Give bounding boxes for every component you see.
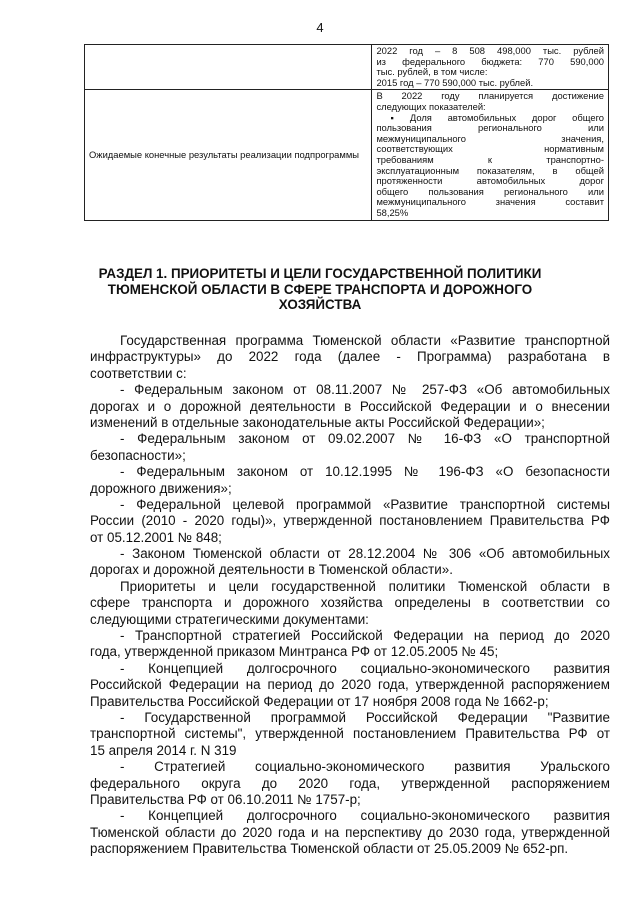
list-item-line: безопасности»; bbox=[90, 447, 186, 463]
list-item-line: - Федеральным законом от 10.12.1995 № 196-ФЗ «О безопасности bbox=[120, 464, 610, 480]
list-item-line: Тюменской области до 2020 года и на перспективу до 2030 года, утвержденной bbox=[90, 824, 610, 840]
table-cell-funding-value bbox=[372, 45, 609, 90]
results-bullet-line: ▪ Доля автомобильных дорог общего bbox=[376, 113, 604, 124]
list-item-line: - Законом Тюменской области от 28.12.2004 № 306 «Об автомобильных bbox=[120, 546, 610, 562]
list-item-line: дорожного движения»; bbox=[90, 480, 232, 496]
results-line: межмуниципального значения составит bbox=[376, 196, 604, 208]
table-row-funding bbox=[85, 45, 609, 90]
program-passport-table bbox=[84, 44, 609, 221]
list-item-line: года, утвержденной приказом Минтранса РФ от 12.05.2005 № 45; bbox=[90, 644, 499, 660]
list-item-line: - Государственной программой Российской Федерации "Развитие bbox=[120, 709, 610, 725]
results-line: пользования регионального или bbox=[376, 122, 604, 134]
results-line: эксплуатационным показателям, в общей bbox=[376, 164, 604, 176]
funding-line: 2022 год – 8 508 498,000 тыс. рублей bbox=[376, 45, 604, 56]
list-item-line: Российской Федерации на период до 2020 года, утвержденной распоряжением bbox=[90, 677, 610, 693]
list-item-line: - Концепцией долгосрочного социально-экономического развития bbox=[120, 660, 610, 676]
paragraph-line: соответствии с: bbox=[90, 365, 187, 381]
results-line: межмуниципального значения, bbox=[376, 132, 604, 144]
list-item-line: федерального округа до 2020 года, утвержденной распоряжением bbox=[90, 775, 610, 791]
list-item-line: - Федеральным законом от 08.11.2007 № 257-ФЗ «Об автомобильных bbox=[120, 382, 610, 398]
list-item-line: - Транспортной стратегией Российской Федерации на период до 2020 bbox=[120, 628, 610, 644]
results-line: протяженности автомобильных дорог bbox=[376, 175, 604, 187]
paragraph-line: Приоритеты и цели государственной политики Тюменской области в bbox=[120, 578, 610, 594]
list-item-line: дорогах и о дорожной деятельности в Российской Федерации и о внесении bbox=[90, 398, 610, 414]
table-cell-results-value bbox=[372, 90, 609, 220]
list-item-line: России (2010 - 2020 годы)», утвержденной постановлением Правительства РФ bbox=[90, 513, 610, 529]
results-line: соответствующих нормативным bbox=[376, 143, 604, 155]
list-item-line: дорогах и дорожной деятельности в Тюменской области». bbox=[90, 562, 453, 578]
results-line: общего пользования регионального или bbox=[376, 185, 604, 197]
body-text bbox=[90, 333, 610, 858]
list-item-line: - Стратегией социально-экономического развития Уральского bbox=[120, 759, 610, 775]
paragraph-line: Государственная программа Тюменской области «Развитие транспортной bbox=[120, 333, 610, 348]
results-line: требованиям к транспортно- bbox=[376, 153, 604, 165]
list-item-line: - Федеральным законом от 09.02.2007 № 16-ФЗ «О транспортной bbox=[120, 431, 610, 447]
table-cell-results-label: Ожидаемые конечные результаты реализации подпрограммы bbox=[85, 90, 372, 220]
funding-line: из федерального бюджета: 770 590,000 bbox=[376, 55, 604, 67]
results-line: следующих показателей: bbox=[376, 100, 486, 112]
list-item-line: Правительства РФ от 06.10.2011 № 1757-р; bbox=[90, 791, 361, 807]
table-cell-empty-label bbox=[85, 45, 372, 90]
list-item-line: - Концепцией долгосрочного социально-экономического развития bbox=[120, 808, 610, 824]
list-item-line: изменений в отдельные законодательные акты Российской Федерации»; bbox=[90, 414, 545, 430]
funding-line: тыс. рублей, в том числе: bbox=[376, 66, 488, 78]
paragraph-line: сфере транспорта и дорожного хозяйства определены в соответствии со bbox=[90, 595, 610, 611]
list-item-line: от 05.12.2001 № 848; bbox=[90, 529, 222, 545]
paragraph-line: следующими стратегическими документами: bbox=[90, 611, 369, 627]
list-item-line: Правительства Российской Федерации от 17 ноября 2008 года № 1662-р; bbox=[90, 693, 549, 709]
results-line: В 2022 году планируется достижение bbox=[376, 90, 604, 102]
results-line: 58,25% bbox=[376, 206, 409, 218]
list-item-line: распоряжением Правительства Тюменской области от 25.05.2009 № 652-рп. bbox=[90, 841, 569, 857]
list-item-line: - Федеральной целевой программой «Развитие транспортной системы bbox=[120, 496, 610, 512]
funding-line: 2015 год – 770 590,000 тыс. рублей. bbox=[376, 76, 534, 88]
page-number: 4 bbox=[316, 20, 324, 35]
table-row-expected-results bbox=[85, 90, 609, 220]
list-item-line: транспортной системы", утвержденной постановлением Правительства РФ от bbox=[90, 726, 610, 742]
paragraph-line: инфраструктуры» до 2022 года (далее - Программа) разработана в bbox=[90, 349, 610, 365]
list-item-line: 15 апреля 2014 г. N 319 bbox=[90, 742, 237, 758]
section-title: РАЗДЕЛ 1. ПРИОРИТЕТЫ И ЦЕЛИ ГОСУДАРСТВЕННОЙ ПОЛИТИКИ ТЮМЕНСКОЙ ОБЛАСТИ В СФЕРЕ ТРАНСПОРТА И ДОРОЖНОГО ХОЗЯЙСТВА bbox=[98, 266, 542, 312]
